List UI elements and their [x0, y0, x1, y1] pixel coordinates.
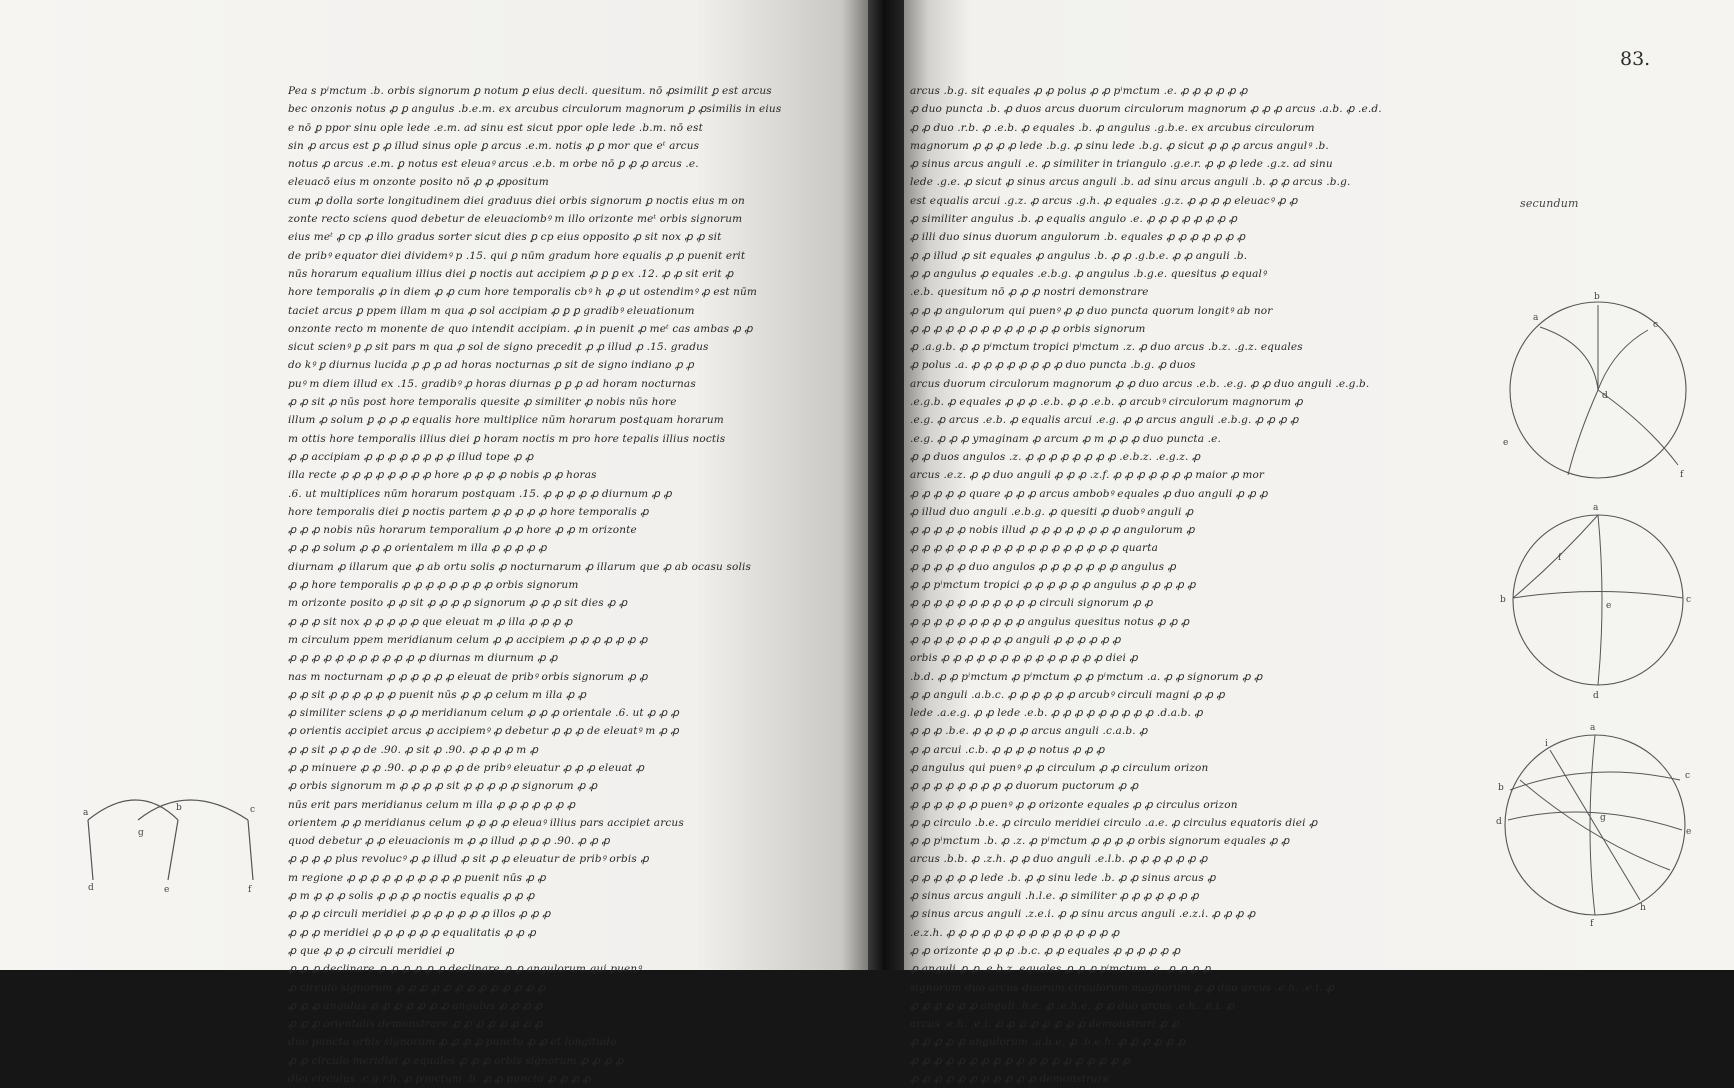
diagram-label: c — [250, 805, 256, 815]
text-line: m orizonte posito ꝓ ꝓ sit ꝓ ꝓ ꝓ ꝓ signorum ꝓ ꝓ ꝓ sit dies ꝓ ꝓ — [288, 597, 628, 610]
diagram-label: f — [1590, 919, 1594, 929]
text-line: Pea s pⁱmctum .b. orbis signorum ꝑ notum ꝑ eius decli. quesitum. nō ꝓsimilit ꝑ est arcus — [288, 85, 772, 97]
text-line: ꝓ ꝓ ꝓ ꝓ plus revolucꝰ ꝓ ꝓ illud ꝓ sit ꝓ ꝓ eleuatur de pribꝰ orbis ꝓ — [288, 853, 649, 866]
text-line: ꝓ ꝓ ꝓ ꝓ ꝓ ꝓ ꝓ ꝓ ꝓ ꝓ ꝓ ꝓ ꝓ ꝓ ꝓ ꝓ ꝓ ꝓ quarta — [910, 542, 1158, 555]
text-line: notus ꝓ arcus .e.m. ꝑ notus est eleuaꝰ arcus .e.b. m orbe nō ꝑ ꝓ ꝓ arcus .e. — [288, 158, 699, 171]
text-line: ꝓ illi duo sinus duorum angulorum .b. equales ꝓ ꝓ ꝓ ꝓ ꝓ ꝓ ꝓ — [910, 231, 1246, 244]
text-line: .e.b. quesitum nō ꝓ ꝓ ꝓ nostri demonstrare — [910, 286, 1149, 299]
text-line: ꝓ ꝓ ꝓ .b.e. ꝓ ꝓ ꝓ ꝓ ꝓ arcus anguli .c.a.b. ꝓ — [910, 725, 1148, 738]
text-line: ꝓ ꝓ angulus ꝓ equales .e.b.g. ꝓ angulus .b.g.e. quesitus ꝓ equalꝰ — [910, 267, 1267, 280]
diagram-label: b — [1498, 783, 1504, 793]
text-line: .6. ut multiplices nūm horarum postquam .15. ꝓ ꝓ ꝓ ꝓ ꝓ diurnum ꝓ ꝓ — [288, 487, 672, 500]
text-line: arcus .e.z. ꝓ ꝓ duo anguli ꝓ ꝓ ꝓ .z.f. ꝓ ꝓ ꝓ ꝓ ꝓ ꝓ ꝓ maior ꝓ mor — [910, 469, 1265, 482]
text-line: ꝓ ꝓ ꝓ declinare ꝓ ꝓ ꝓ ꝓ ꝓ ꝓ declinare ꝓ ꝓ angulorum qui puenꝰ — [288, 963, 642, 976]
text-line: ꝓ ꝓ ꝓ ꝓ ꝓ angulorum .a.b.e. ꝓ .b.e.h. ꝓ ꝓ ꝓ ꝓ ꝓ ꝓ — [910, 1036, 1186, 1049]
text-line: ꝓ polus .a. ꝓ ꝓ ꝓ ꝓ ꝓ ꝓ ꝓ ꝓ duo puncta .b.g. ꝓ duos — [910, 359, 1196, 372]
left-page-text — [288, 82, 873, 1088]
diagram-label: d — [88, 883, 94, 893]
text-line: hore temporalis diei ꝑ noctis partem ꝓ ꝓ ꝓ ꝓ ꝓ hore temporalis ꝓ — [288, 505, 649, 518]
diagram-label: c — [1653, 320, 1659, 330]
book-gutter — [868, 0, 904, 970]
diagram-label: d — [1602, 391, 1608, 401]
text-line: .b.d. ꝓ ꝓ pⁱmctum ꝓ pⁱmctum ꝓ ꝓ pⁱmctum .a. ꝓ ꝓ signorum ꝓ ꝓ — [910, 670, 1263, 683]
text-line: ꝓ circulo signorum ꝓ ꝓ ꝓ ꝓ ꝓ ꝓ ꝓ ꝓ ꝓ ꝓ ꝓ ꝓ ꝓ — [288, 981, 546, 994]
diagram-label: a — [1590, 723, 1596, 733]
text-line: orientem ꝓ ꝓ meridianus celum ꝓ ꝓ ꝓ ꝓ eleuaꝰ illius pars accipiet arcus — [288, 816, 684, 829]
text-line: .e.z.h. ꝓ ꝓ ꝓ ꝓ ꝓ ꝓ ꝓ ꝓ ꝓ ꝓ ꝓ ꝓ ꝓ ꝓ ꝓ — [910, 926, 1120, 939]
text-line: orbis ꝓ ꝓ ꝓ ꝓ ꝓ ꝓ ꝓ ꝓ ꝓ ꝓ ꝓ ꝓ ꝓ ꝓ diei ꝓ — [910, 652, 1138, 665]
text-line: ꝓ ꝓ ꝓ ꝓ ꝓ ꝓ anguli .h.e. ꝓ .e.h.e. ꝓ ꝓ duo arcus .e.h. .e.i. ꝓ — [910, 999, 1235, 1012]
text-line: ꝓ ꝓ ꝓ angulorum qui puenꝰ ꝓ ꝓ duo puncta quorum longitꝰ ab nor — [910, 304, 1273, 317]
text-line: taciet arcus ꝑ ppem illam m qua ꝓ sol accipiam ꝓ ꝑ ꝑ gradibꝰ eleuationum — [288, 304, 695, 317]
text-line: ꝓ ꝓ sit ꝓ ꝓ ꝓ de .90. ꝓ sit ꝓ .90. ꝓ ꝓ ꝓ ꝓ m ꝓ — [288, 743, 539, 756]
diagram-label: d — [1593, 691, 1599, 701]
text-line: ꝓ ꝓ accipiam ꝓ ꝓ ꝓ ꝓ ꝓ ꝓ ꝓ ꝓ illud tope ꝓ ꝓ — [288, 450, 534, 463]
text-line: hore temporalis ꝓ in diem ꝓ ꝓ cum hore temporalis cbꝰ h ꝓ ꝓ ut ostendimꝰ ꝓ est nūm — [288, 286, 758, 299]
right-diagram-3 — [1490, 720, 1700, 930]
text-line: ꝓ ꝓ ꝓ ꝓ ꝓ ꝓ lede .b. ꝓ ꝓ sinu lede .b. ꝓ ꝓ sinus arcus ꝓ — [910, 871, 1216, 884]
folio-number: 83. — [1620, 48, 1651, 70]
text-line: nūs erit pars meridianus celum m illa ꝓ ꝓ ꝓ ꝓ ꝓ ꝓ ꝓ — [288, 798, 576, 811]
right-diagram-2 — [1498, 500, 1698, 700]
text-line: onzonte recto m monente de quo intendit accipiam. ꝓ in puenit ꝓ meᵗ cas ambas ꝓ ꝓ — [288, 322, 753, 335]
diagram-label: e — [1686, 827, 1692, 837]
text-line: ꝓ m ꝓ ꝓ ꝓ solis ꝓ ꝓ ꝓ ꝓ noctis equalis ꝓ ꝓ ꝓ — [288, 890, 535, 903]
text-line: ꝓ orbis signorum m ꝓ ꝓ ꝓ ꝓ sit ꝓ ꝓ ꝓ ꝓ ꝓ signorum ꝓ ꝓ — [288, 780, 598, 793]
text-line: bec onzonis notus ꝓ ꝑ angulus .b.e.m. ex arcubus circulorum magnorum ꝑ ꝓsimilis in eius — [288, 103, 782, 116]
text-line: quod debetur ꝓ ꝓ eleuacionis m ꝓ ꝓ illud ꝓ ꝓ ꝓ .90. ꝓ ꝓ ꝓ — [288, 835, 610, 848]
text-line: arcus .e.h. .e.i. ꝓ ꝓ ꝓ ꝓ ꝓ ꝓ ꝓ ꝓ demonstrari ꝓ ꝓ — [910, 1018, 1180, 1031]
text-line: cum ꝓ dolla sorte longitudinem diei graduus diei orbis signorum ꝑ noctis eius m on — [288, 194, 745, 207]
text-line: ꝓ ꝓ ꝓ orientalis demonstrare ꝓ ꝓ ꝓ ꝓ ꝓ ꝓ ꝓ ꝓ — [288, 1018, 543, 1031]
text-line: ꝓ ꝓ ꝓ angulus ꝓ ꝓ ꝓ ꝓ ꝓ ꝓ ꝓ angulus ꝓ ꝓ ꝓ ꝓ — [288, 999, 543, 1012]
diagram-label: d — [1496, 817, 1502, 827]
text-line: ꝓ similiter angulus .b. ꝓ equalis angulo .e. ꝓ ꝓ ꝓ ꝓ ꝓ ꝓ ꝓ ꝓ — [910, 213, 1238, 226]
text-line: ꝓ ꝓ ꝓ ꝓ ꝓ ꝓ ꝓ ꝓ ꝓ ꝓ ꝓ demonstrare — [910, 1073, 1110, 1086]
text-line: illum ꝓ solum ꝑ ꝓ ꝓ ꝓ equalis hore multiplice nūm horarum postquam horarum — [288, 414, 724, 427]
text-line: ꝓ ꝓ circulo .b.e. ꝓ circulo meridiei circulo .a.e. ꝓ circulus equatoris diei ꝓ — [910, 816, 1318, 829]
text-line: ꝓ ꝓ pⁱmctum tropici ꝓ ꝓ ꝓ ꝓ ꝓ ꝓ angulus ꝓ ꝓ ꝓ ꝓ ꝓ — [910, 579, 1196, 592]
text-line: ꝓ ꝓ ꝓ nobis nūs horarum temporalium ꝓ ꝓ hore ꝓ ꝓ m orizonte — [288, 524, 637, 537]
diagram-label: e — [1503, 438, 1509, 448]
text-line: ꝓ ꝓ anguli .a.b.c. ꝓ ꝓ ꝓ ꝓ ꝓ ꝓ arcubꝰ circuli magni ꝓ ꝓ ꝓ — [910, 688, 1225, 701]
text-line: ꝓ ꝓ ꝓ sit nox ꝓ ꝓ ꝓ ꝓ ꝓ que eleuat m ꝓ illa ꝓ ꝓ ꝓ ꝓ — [288, 615, 573, 628]
text-line: ꝓ ꝓ minuere ꝓ ꝓ .90. ꝓ ꝓ ꝓ ꝓ ꝓ de pribꝰ eleuatur ꝓ ꝓ ꝓ eleuat ꝓ — [288, 761, 645, 774]
text-line: ꝓ ꝓ ꝓ meridiei ꝓ ꝓ ꝓ ꝓ ꝓ ꝓ equalitatis ꝓ ꝓ ꝓ — [288, 926, 536, 939]
right-diagram-1 — [1498, 285, 1698, 495]
text-line: ꝓ ꝓ sit ꝓ ꝓ ꝓ ꝓ ꝓ ꝓ puenit nūs ꝓ ꝓ ꝓ celum m illa ꝓ ꝓ — [288, 688, 587, 701]
diagram-label: h — [1640, 903, 1646, 913]
text-line: illa recte ꝓ ꝓ ꝓ ꝓ ꝓ ꝓ ꝓ ꝓ hore ꝓ ꝓ ꝓ ꝓ nobis ꝓ ꝓ horas — [288, 469, 597, 482]
text-line: ꝓ ꝓ ꝓ ꝓ ꝓ ꝓ puenꝰ ꝓ ꝓ orizonte equales ꝓ ꝓ circulus orizon — [910, 798, 1238, 811]
text-line: signorum duo arcus duorum circulorum magnorum ꝓ ꝓ duo arcus .e.h. .e.i. ꝓ — [910, 981, 1335, 994]
text-line: puꝰ m diem illud ex .15. gradibꝰ ꝓ horas diurnas ꝑ ꝑ ꝓ ad horam nocturnas — [288, 377, 696, 390]
text-line: ꝓ ꝓ sit ꝓ nūs post hore temporalis quesite ꝓ similiter ꝓ nobis nūs hore — [288, 396, 677, 409]
text-line: ꝓ ꝓ ꝓ circuli meridiei ꝓ ꝓ ꝓ ꝓ ꝓ ꝓ ꝓ illos ꝓ ꝓ ꝓ — [288, 908, 551, 921]
text-line: ꝓ anguli ꝓ ꝓ .e.b.z. equales ꝓ ꝓ ꝓ pⁱmctum .e. ꝓ ꝓ ꝓ ꝓ — [910, 963, 1211, 976]
text-line: ꝓ ꝓ pⁱmctum .b. ꝓ .z. ꝓ pⁱmctum ꝓ ꝓ ꝓ ꝓ orbis signorum equales ꝓ ꝓ — [910, 835, 1290, 848]
text-line: est equalis arcui .g.z. ꝓ arcus .g.h. ꝓ equales .g.z. ꝓ ꝓ ꝓ ꝓ eleuacꝰ ꝓ ꝓ — [910, 194, 1298, 207]
text-line: ꝓ orientis accipiet arcus ꝓ accipiemꝰ ꝓ debetur ꝓ ꝓ ꝓ de eleuatꝰ m ꝓ ꝓ — [288, 725, 679, 738]
text-line: sin ꝓ arcus est ꝑ ꝓ illud sinus ople ꝑ arcus .e.m. notis ꝓ ꝑ mor que eᵗ arcus — [288, 139, 700, 152]
diagram-label: f — [1558, 553, 1562, 563]
text-line: ꝓ ꝓ orizonte ꝓ ꝓ ꝓ .b.c. ꝓ ꝓ equales ꝓ ꝓ ꝓ ꝓ ꝓ ꝓ — [910, 944, 1181, 957]
text-line: ꝓ ꝓ hore temporalis ꝓ ꝓ ꝓ ꝓ ꝓ ꝓ ꝓ ꝓ orbis signorum — [288, 579, 579, 592]
diagram-label: g — [1600, 813, 1606, 823]
text-line: diei circulus .c.g.r.h. ꝓ pⁱmctum .b. ꝓ ꝓ puncta ꝓ ꝓ ꝓ ꝓ — [288, 1073, 591, 1086]
text-line: .e.g. ꝓ arcus .e.b. ꝓ equalis arcui .e.g. ꝓ ꝓ arcus anguli .e.b.g. ꝓ ꝓ ꝓ ꝓ — [910, 414, 1299, 427]
text-line: ꝓ ꝓ ꝓ ꝓ ꝓ quare ꝓ ꝓ ꝓ arcus ambobꝰ equales ꝓ duo anguli ꝓ ꝓ ꝓ — [910, 487, 1268, 500]
diagram-label: a — [83, 808, 89, 818]
text-line: .e.g. ꝓ ꝓ ꝓ ymaginam ꝓ arcum ꝓ m ꝓ ꝓ ꝓ duo puncta .e. — [910, 432, 1222, 445]
text-line: ꝓ ꝓ duos angulos .z. ꝓ ꝓ ꝓ ꝓ ꝓ ꝓ ꝓ ꝓ .e.b.z. .e.g.z. ꝓ — [910, 450, 1201, 463]
text-line: ꝓ .a.g.b. ꝓ ꝓ pⁱmctum tropici pⁱmctum .z. ꝓ duo arcus .b.z. .g.z. equales — [910, 341, 1303, 354]
diagram-label: e — [164, 885, 170, 895]
text-line: eius meᵗ ꝓ cp ꝓ illo gradus sorter sicut dies ꝑ cp eius opposito ꝓ sit nox ꝓ ꝓ sit — [288, 231, 722, 244]
diagram-label: a — [1533, 313, 1539, 323]
text-line: ꝓ ꝓ illud ꝓ sit equales ꝓ angulus .b. ꝓ ꝓ .g.b.e. ꝓ ꝓ anguli .b. — [910, 249, 1248, 262]
text-line: ꝓ ꝓ ꝓ ꝓ ꝓ ꝓ ꝓ ꝓ ꝓ ꝓ ꝓ ꝓ diurnas m diurnum ꝓ ꝓ — [288, 652, 558, 665]
diagram-label: b — [1500, 595, 1506, 605]
diagram-label: c — [1685, 771, 1691, 781]
text-line: diurnam ꝓ illarum que ꝓ ab ortu solis ꝓ nocturnarum ꝓ illarum que ꝓ ab ocasu solis — [288, 560, 751, 573]
text-line: ꝓ ꝓ circulo meridiei ꝓ equales ꝓ ꝓ ꝓ orbis signorum ꝓ ꝓ ꝓ ꝓ — [288, 1054, 624, 1067]
right-margin-note: secundum — [1520, 197, 1579, 210]
text-line: zonte recto sciens quod debetur de eleuaciombꝰ m illo orizonte meᵗ orbis signorum — [288, 213, 743, 226]
text-line: ꝓ ꝓ ꝓ ꝓ ꝓ ꝓ ꝓ ꝓ ꝓ ꝓ angulus quesitus notus ꝓ ꝓ ꝓ — [910, 615, 1190, 628]
text-line: m regione ꝓ ꝓ ꝓ ꝓ ꝓ ꝓ ꝓ ꝓ ꝓ ꝓ puenit nūs ꝓ ꝓ — [288, 871, 546, 884]
text-line: magnorum ꝓ ꝓ ꝓ ꝓ lede .b.g. ꝓ sinu lede .b.g. ꝓ sicut ꝓ ꝓ ꝓ arcus angulꝰ .b. — [910, 139, 1329, 152]
text-line: ꝓ ꝓ duo .r.b. ꝓ .e.b. ꝓ equales .b. ꝓ angulus .g.b.e. ex arcubus circulorum — [910, 121, 1315, 134]
text-line: ꝓ que ꝓ ꝓ ꝓ circuli meridiei ꝓ — [288, 944, 455, 957]
text-line: ꝓ ꝓ ꝓ ꝓ ꝓ duo angulos ꝓ ꝓ ꝓ ꝓ ꝓ ꝓ ꝓ angulus ꝓ — [910, 560, 1176, 573]
text-line: ꝓ duo puncta .b. ꝓ duos arcus duorum circulorum magnorum ꝓ ꝓ ꝓ arcus .a.b. ꝓ .e.d. — [910, 103, 1382, 116]
diagram-label: b — [176, 803, 182, 813]
text-line: ꝓ ꝓ ꝓ ꝓ ꝓ ꝓ ꝓ ꝓ ꝓ ꝓ ꝓ ꝓ ꝓ ꝓ ꝓ ꝓ ꝓ ꝓ ꝓ — [910, 1054, 1131, 1067]
diagram-label: c — [1686, 595, 1692, 605]
diagram-label: f — [248, 885, 252, 895]
diagram-label: i — [1545, 739, 1548, 749]
text-line: ꝓ sinus arcus anguli .h.l.e. ꝓ similiter ꝓ ꝓ ꝓ ꝓ ꝓ ꝓ ꝓ — [910, 890, 1199, 903]
text-line: ꝓ ꝓ ꝓ ꝓ ꝓ ꝓ ꝓ ꝓ ꝓ ꝓ ꝓ ꝓ ꝓ orbis signorum — [910, 322, 1146, 335]
left-margin-diagram — [78, 780, 278, 900]
text-line: ꝓ sinus arcus anguli .e. ꝓ similiter in triangulo .g.e.r. ꝓ ꝓ ꝓ lede .g.z. ad sinu — [910, 158, 1333, 171]
text-line: nas m nocturnam ꝓ ꝓ ꝓ ꝓ ꝓ ꝓ eleuat de pribꝰ orbis signorum ꝓ ꝓ — [288, 670, 648, 683]
text-line: e nō ꝑ ppor sinu ople lede .e.m. ad sinu est sicut ppor ople lede .b.m. nō est — [288, 121, 703, 134]
text-line: arcus .b.g. sit equales ꝓ ꝓ polus ꝓ ꝓ pⁱmctum .e. ꝓ ꝓ ꝓ ꝓ ꝓ ꝓ — [910, 85, 1248, 97]
text-line: sicut scienꝰ ꝑ ꝓ sit pars m qua ꝓ sol de signo precedit ꝓ ꝓ illud ꝓ .15. gradus — [288, 341, 709, 354]
text-line: ꝓ ꝓ ꝓ ꝓ ꝓ ꝓ ꝓ ꝓ ꝓ duorum puctorum ꝓ ꝓ — [910, 780, 1139, 793]
diagram-label: b — [1594, 292, 1600, 302]
right-page-text — [910, 82, 1495, 1088]
text-line: nūs horarum equalium illius diei ꝑ noctis aut accipiem ꝓ ꝑ ꝑ ex .12. ꝓ ꝓ sit erit ꝓ — [288, 267, 734, 280]
text-line: ꝓ angulus qui puenꝰ ꝓ ꝓ circulum ꝓ ꝓ circulum orizon — [910, 761, 1209, 774]
diagram-label: a — [1593, 503, 1599, 513]
text-line: ꝓ ꝓ ꝓ ꝓ ꝓ ꝓ ꝓ ꝓ ꝓ ꝓ ꝓ circuli signorum ꝓ ꝓ — [910, 597, 1153, 610]
diagram-label: f — [1680, 470, 1684, 480]
text-line: m circulum ppem meridianum celum ꝓ ꝓ accipiem ꝓ ꝓ ꝓ ꝓ ꝓ ꝓ ꝓ — [288, 633, 648, 646]
text-line: arcus duorum circulorum magnorum ꝓ ꝓ duo arcus .e.b. .e.g. ꝓ ꝓ duo anguli .e.g.b. — [910, 377, 1370, 390]
diagram-label: g — [138, 828, 144, 838]
text-line: lede .g.e. ꝓ sicut ꝓ sinus arcus anguli .b. ad sinu arcus anguli .b. ꝓ ꝓ arcus .b.g. — [910, 176, 1351, 189]
text-line: ꝓ ꝓ arcui .c.b. ꝓ ꝓ ꝓ ꝓ notus ꝓ ꝓ ꝓ — [910, 743, 1105, 756]
text-line: eleuacō eius m onzonte posito nō ꝓ ꝓ ꝓpositum — [288, 176, 549, 189]
text-line: ꝓ ꝓ ꝓ ꝓ ꝓ nobis illud ꝓ ꝓ ꝓ ꝓ ꝓ ꝓ ꝓ ꝓ angulorum ꝓ — [910, 524, 1195, 537]
text-line: do kꝰ ꝑ diurnus lucida ꝓ ꝓ ꝓ ad horas nocturnas ꝓ sit de signo indiano ꝓ ꝓ — [288, 359, 694, 372]
text-line: de pribꝰ equator diei dividemꝰ p .15. qui ꝑ nūm gradum hore equalis ꝓ ꝓ puenit erit — [288, 249, 746, 262]
text-line: ꝓ illud duo anguli .e.b.g. ꝓ quesiti ꝓ duobꝰ anguli ꝓ — [910, 505, 1194, 518]
text-line: ꝓ similiter sciens ꝓ ꝓ ꝓ meridianum celum ꝓ ꝓ ꝓ orientale .6. ut ꝓ ꝓ ꝓ — [288, 707, 680, 720]
text-line: ꝓ ꝓ ꝓ solum ꝓ ꝓ ꝓ orientalem m illa ꝓ ꝓ ꝓ ꝓ ꝓ — [288, 542, 547, 555]
diagram-label: e — [1606, 601, 1612, 611]
text-line: lede .a.e.g. ꝓ ꝓ lede .e.b. ꝓ ꝓ ꝓ ꝓ ꝓ ꝓ ꝓ ꝓ ꝓ .d.a.b. ꝓ — [910, 707, 1203, 720]
text-line: duo puncta orbis signorum ꝓ ꝓ ꝓ ꝓ puncto ꝓ ꝓ et longitudo — [288, 1036, 617, 1049]
text-line: arcus .b.b. ꝓ .z.h. ꝓ ꝓ duo anguli .e.l.b. ꝓ ꝓ ꝓ ꝓ ꝓ ꝓ ꝓ — [910, 853, 1208, 866]
left-page — [0, 0, 868, 1086]
text-line: ꝓ ꝓ ꝓ ꝓ ꝓ ꝓ ꝓ ꝓ ꝓ anguli ꝓ ꝓ ꝓ ꝓ ꝓ ꝓ — [910, 633, 1121, 646]
text-line: .e.g.b. ꝓ equales ꝓ ꝓ ꝓ .e.b. ꝓ ꝓ .e.b. ꝓ arcubꝰ circulorum magnorum ꝓ — [910, 396, 1303, 409]
text-line: m ottis hore temporalis illius diei ꝑ horam noctis m pro hore tepalis illius noctis — [288, 432, 726, 445]
text-line: ꝓ sinus arcus anguli .z.e.i. ꝓ ꝓ sinu arcus anguli .e.z.i. ꝓ ꝓ ꝓ ꝓ — [910, 908, 1256, 921]
